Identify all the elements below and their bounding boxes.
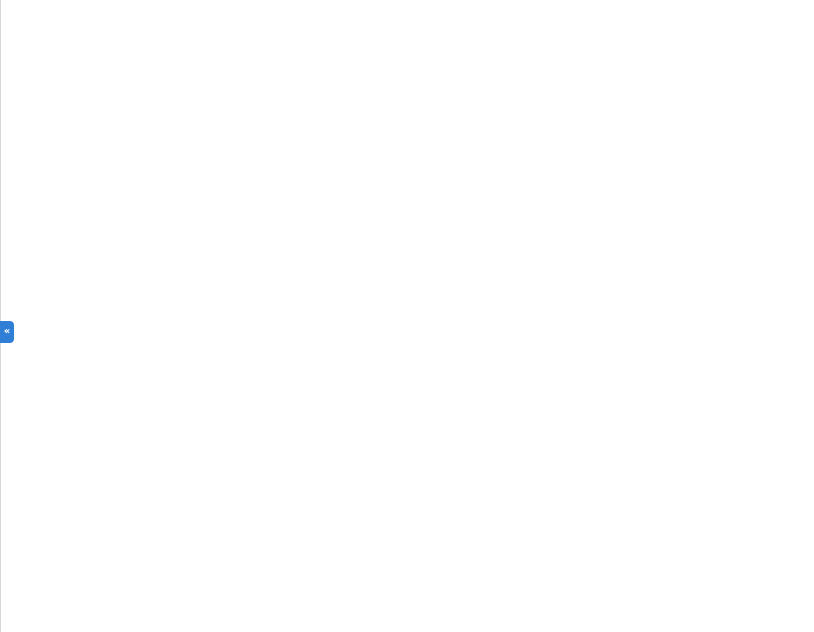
double-chevron-left-icon: « (3, 326, 11, 337)
sidebar-toggle-button[interactable] (0, 321, 14, 343)
sidebar-divider (0, 0, 1, 632)
